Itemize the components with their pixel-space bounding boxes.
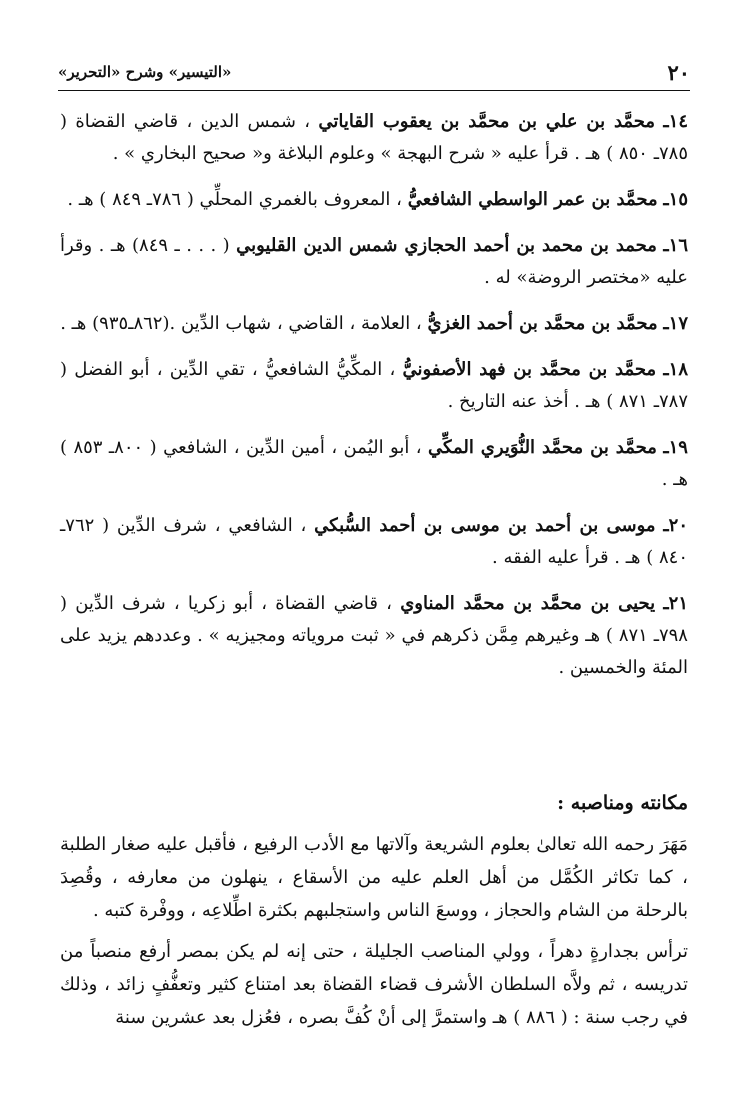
body-paragraph: مَهَرَ رحمه الله تعالىٰ بعلوم الشريعة وآلاتها مع الأدب الرفيع ، فأقبل عليه صغار الطلبة ، كما تكاثر الكُمَّل من أهل العلم عليه من الأسقاع ، ينهلون من معارفه ، وقُصِدَ بالرحلة من الشام والحجاز ، ووسعَ الناس واستجلبهم بكثرة اطِّلاعِه ، ووفْرة كتبه .: [60, 834, 688, 921]
list-item: [60, 510, 688, 574]
entry-name: محمَّد بن علي بن محمَّد بن يعقوب القاياتي: [318, 111, 656, 132]
entry-name: محمَّد بن عمر الواسطي الشافعيُّ: [407, 189, 658, 210]
list-item: [60, 106, 688, 170]
entry-text: ، أبو اليُمن ، أمين الدِّين ، الشافعي ( ٨٠٠ـ ٨٥٣ ) هـ .: [60, 437, 688, 490]
list-item: [60, 354, 688, 418]
entry-name: محمَّد بن محمَّد بن أحمد الغزيُّ: [427, 313, 658, 334]
running-title: «التيسير» وشرح «التحرير»: [58, 63, 232, 81]
list-item: [60, 432, 688, 496]
entry-number: ٢١ـ: [663, 593, 688, 614]
entry-text: ، الشافعي ، شرف الدِّين ( ٧٦٢ـ ٨٤٠ ) هـ . قرأ عليه الفقه .: [60, 515, 688, 568]
entry-text: ، شمس الدين ، قاضي القضاة ( ٧٨٥ـ ٨٥٠ ) هـ . قرأ عليه « شرح البهجة » وعلوم البلاغة و« صحيح البخاري » .: [60, 111, 688, 164]
list-item: [60, 184, 688, 216]
entry-name: محمَّد بن محمَّد بن فهد الأصفونيُّ: [402, 359, 657, 380]
entry-number: ١٦ـ: [663, 235, 688, 256]
entry-name: محمد بن محمد بن أحمد الحجازي شمس الدين القليوبي: [236, 235, 657, 256]
entry-number: ١٥ـ: [663, 189, 688, 210]
entry-name: محمَّد بن محمَّد النُّوَيري المكِّي: [428, 437, 657, 458]
entry-number: ٢٠ـ: [663, 515, 688, 536]
entry-number: ١٨ـ: [663, 359, 688, 380]
entry-text: ، المكِّيُّ الشافعيُّ ، تقي الدِّين ، أبو الفضل ( ٧٨٧ـ ٨٧١ ) هـ . أخذ عنه التاريخ .: [60, 359, 688, 412]
list-item: [60, 230, 688, 294]
page-number: ٢٠: [667, 59, 690, 85]
entry-text: ، قاضي القضاة ، أبو زكريا ، شرف الدِّين ( ٧٩٨ـ ٨٧١ ) هـ وغيرهم مِمَّن ذكرهم في « ثبت مروياته ومجيزيه » . وعددهم يزيد على المئة والخمسين .: [60, 593, 688, 678]
entry-number: ١٧ـ: [663, 313, 688, 334]
header-rule: [58, 90, 690, 91]
teachers-list: [60, 106, 688, 698]
page-header: [58, 56, 690, 88]
entry-text: ( . . . ـ ٨٤٩) هـ . وقرأ عليه «مختصر الروضة» له .: [60, 235, 688, 288]
entry-number: ١٤ـ: [663, 111, 688, 132]
entry-number: ١٩ـ: [663, 437, 688, 458]
entry-name: موسى بن أحمد بن موسى بن أحمد السُّبكي: [314, 515, 656, 536]
status-section: [60, 786, 688, 1042]
entry-text: ، العلامة ، القاضي ، شهاب الدِّين .(٨٦٢ـ٩٣٥) هـ .: [60, 313, 422, 334]
entry-text: ، المعروف بالغمري المحلِّي ( ٧٨٦ـ ٨٤٩ ) هـ .: [67, 189, 402, 210]
entry-name: يحيى بن محمَّد بن محمَّد المناوي: [400, 593, 656, 614]
list-item: [60, 588, 688, 684]
list-item: [60, 308, 688, 340]
section-heading: مكانته ومناصبه :: [557, 792, 688, 814]
body-paragraph: ترأس بجدارةٍ دهراً ، وولي المناصب الجليلة ، حتى إنه لم يكن بمصر أرفع منصباً من تدريسه ، ثم ولاَّه السلطان الأشرف قضاء القضاة بعد امتناع كثير وتعفُّفٍ زائد ، وذلك في رجب سنة : ( ٨٨٦ ) هـ واستمرَّ إلى أنْ كُفَّ بصره ، فعُزل بعد عشرين سنة: [60, 941, 688, 1028]
